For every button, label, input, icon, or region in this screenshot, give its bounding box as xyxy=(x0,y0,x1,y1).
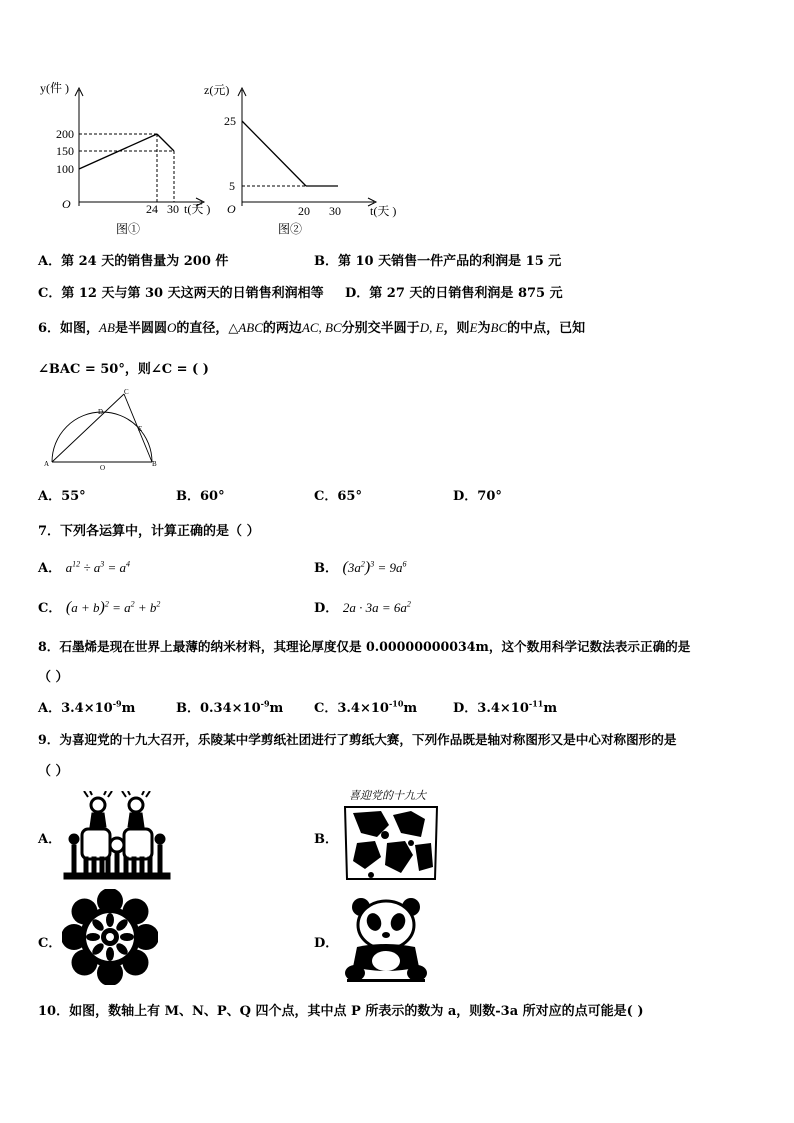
q7-stem: 7．下列各运算中，计算正确的是（ ） xyxy=(38,524,260,539)
q6-fig-label-e: E xyxy=(138,425,143,433)
fig2-z-label: z(元) xyxy=(204,83,230,97)
fig1-ytick-200: 200 xyxy=(56,127,74,141)
q6-stem: 6．如图，AB是半圆圆O的直径，△ABC的两边AC, BC分别交半圆于D, E，则E为BC的中点，已知 xyxy=(38,320,586,336)
fig1-caption: 图① xyxy=(116,222,141,236)
fig2-xtick-30: 30 xyxy=(329,204,341,218)
q8-stem: 8．石墨烯是现在世界上最薄的纳米材料，其理论厚度仅是 0.00000000034m，这个数用科学记数法表示正确的是 xyxy=(38,639,691,654)
fig2-caption: 图② xyxy=(278,222,303,236)
q6-fig-label-c: C xyxy=(124,388,129,396)
q8-paren: （ ） xyxy=(38,670,69,685)
q8-option-a: A．$3.4\times 10^{-9}m$ xyxy=(38,698,136,716)
fig1-xtick-24: 24 xyxy=(146,202,158,216)
q6-option-b: B．60° xyxy=(176,489,225,504)
fig2-origin: O xyxy=(227,202,236,216)
q6-semicircle-figure xyxy=(38,386,168,474)
q6-fig-label-o: O xyxy=(100,464,106,472)
q9-deer-papercut-image xyxy=(62,791,172,883)
fig1-ytick-100: 100 xyxy=(56,162,74,176)
q6-condition: ∠BAC = 50°，则∠C = ( ) xyxy=(38,362,209,377)
q7-option-d: D． $2a \cdot 3a = 6a^2$ xyxy=(314,599,411,616)
q9-flower-papercut-image xyxy=(62,889,158,985)
q7-option-b: B． $(3a^2)^3 = 9a^6$ xyxy=(314,559,407,576)
q6-option-c: C．65° xyxy=(314,489,362,504)
q9-stem: 9．为喜迎党的十九大召开，乐陵某中学剪纸社团进行了剪纸大赛，下列作品既是轴对称图形又是中心对称图形的是 xyxy=(38,732,677,747)
q8-option-d: D．$3.4\times 10^{-11}m$ xyxy=(453,698,558,716)
q5-option-a: A．第 24 天的销售量为 200 件 xyxy=(38,254,229,269)
q9-option-a-label: A． xyxy=(38,832,62,847)
fig1-y-label: y(件 ) xyxy=(40,81,69,95)
fig2-ytick-5: 5 xyxy=(229,179,235,193)
q5-option-c: C．第 12 天与第 30 天这两天的日销售利润相等 xyxy=(38,286,324,301)
fig1-origin: O xyxy=(62,197,71,211)
q7-option-c: C． $(a + b)^2 = a^2 + b^2$ xyxy=(38,599,161,616)
fig1-xtick-30: 30 xyxy=(167,202,179,216)
q6-fig-label-d: D xyxy=(98,408,104,416)
q6-fig-label-b: B xyxy=(152,460,157,468)
fig2-ytick-25: 25 xyxy=(224,114,236,128)
svg-text:喜迎党的十九大: 喜迎党的十九大 xyxy=(349,790,426,802)
q5-option-d: D．第 27 天的日销售利润是 875 元 xyxy=(345,286,563,301)
q6-option-d: D．70° xyxy=(453,489,502,504)
q8-option-c: C．$3.4\times 10^{-10}m$ xyxy=(314,698,418,716)
fig1-x-label: t(天 ) xyxy=(184,202,211,216)
fig2-x-label: t(天 ) xyxy=(370,204,397,218)
q9-panda-papercut-image xyxy=(343,895,429,983)
fig2-xtick-20: 20 xyxy=(298,204,310,218)
q9-option-d-label: D． xyxy=(314,936,339,951)
fig1-ytick-150: 150 xyxy=(56,144,74,158)
q9-party-congress-papercut-image xyxy=(341,785,441,883)
q9-option-b-label: B． xyxy=(314,832,338,847)
q9-paren: （ ） xyxy=(38,764,69,779)
q8-option-b: B．$0.34\times 10^{-9}m$ xyxy=(176,698,284,716)
q6-fig-label-a: A xyxy=(44,460,50,468)
q5-option-b: B．第 10 天销售一件产品的利润是 15 元 xyxy=(314,254,562,269)
q7-option-a: A． $a^{12} \div a^3 = a^4$ xyxy=(38,559,131,576)
q10-stem: 10．如图，数轴上有 M、N、P、Q 四个点，其中点 P 所表示的数为 a，则数-3a 所对应的点可能是( ) xyxy=(38,1004,644,1019)
q6-option-a: A．55° xyxy=(38,489,86,504)
figure-2-profit-graph xyxy=(196,78,410,238)
q9-option-c-label: C． xyxy=(38,936,62,951)
